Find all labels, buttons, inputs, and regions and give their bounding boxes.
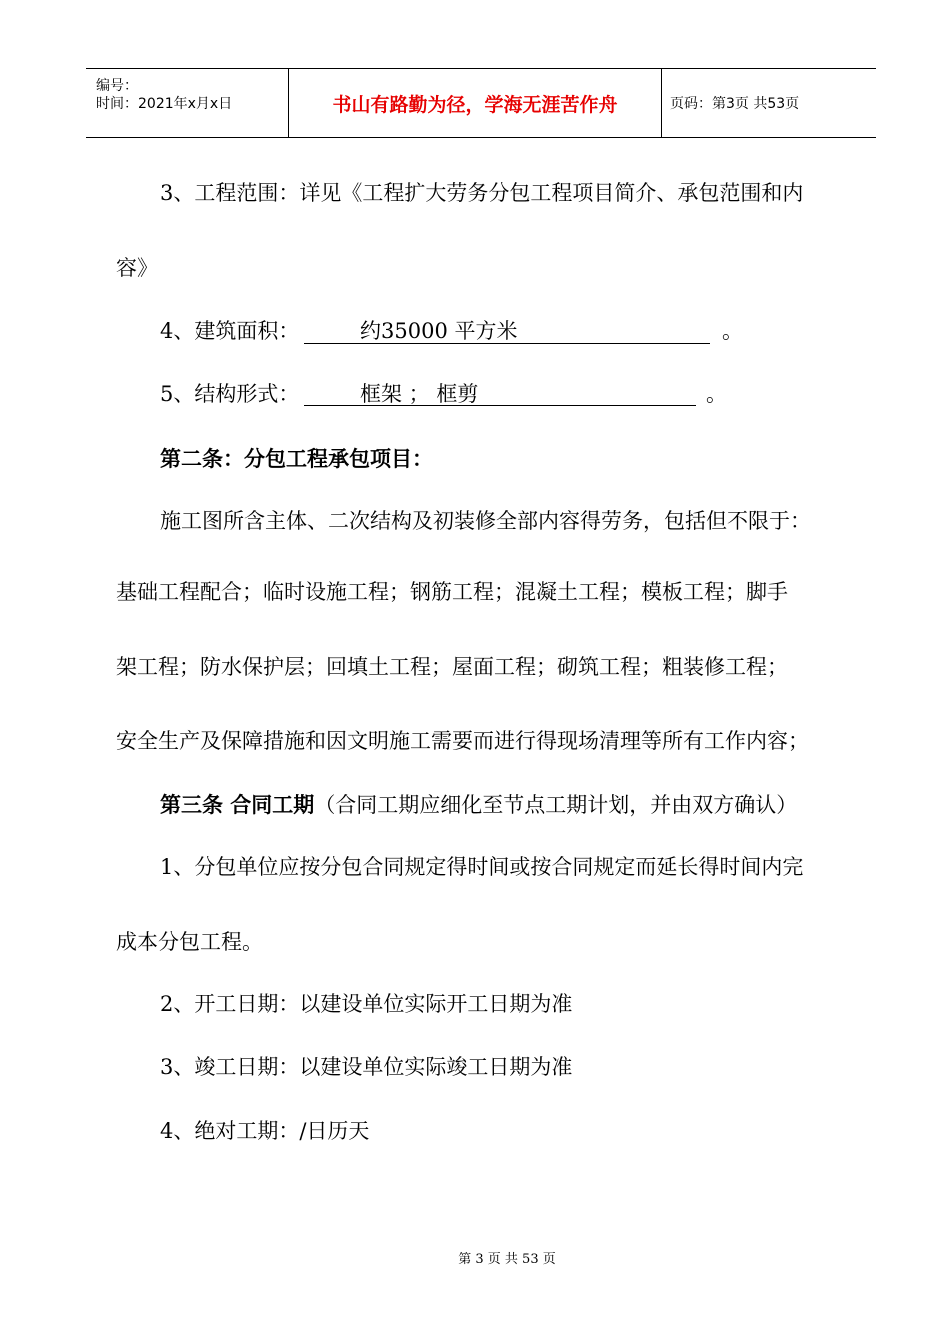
doc-number-label: 编号： xyxy=(96,78,138,94)
absolute-period-line: 4、绝对工期：/日历天 xyxy=(160,1119,370,1143)
scope-line-1: 3、工程范围：详见《工程扩大劳务分包工程项目简介、承包范围和内 xyxy=(160,181,804,205)
scope-items-line-1: 基础工程配合；临时设施工程；钢筋工程；混凝土工程；模板工程；脚手 xyxy=(116,580,788,604)
doc-date-label: 时间：2021年x月x日 xyxy=(96,96,233,112)
article-3-heading-line xyxy=(160,794,797,816)
scope-items-intro: 施工图所含主体、二次结构及初装修全部内容得劳务，包括但不限于： xyxy=(160,509,811,533)
scope-items-line-3: 安全生产及保障措施和因文明施工需要而进行得现场清理等所有工作内容； xyxy=(116,729,809,753)
header-motto: 书山有路勤为径，学海无涯苦作舟 xyxy=(289,69,662,137)
header-page-info: 页码：第3页 共53页 xyxy=(670,96,800,112)
article-2-heading: 第二条：分包工程承包项目： xyxy=(160,446,433,471)
area-value: 约35000 平方米 xyxy=(360,319,518,343)
period-line-1: 1、分包单位应按分包合同规定得时间或按合同规定而延长得时间内完 xyxy=(160,855,804,879)
article-3-heading: 第三条 合同工期 xyxy=(160,792,315,817)
start-date-line: 2、开工日期：以建设单位实际开工日期为准 xyxy=(160,992,573,1016)
page-header xyxy=(86,68,876,138)
structure-value: 框架 ； 框剪 xyxy=(360,382,479,406)
structure-label: 5、结构形式： xyxy=(160,382,300,406)
page-footer: 第 3 页 共 53 页 xyxy=(458,1252,556,1267)
structure-underline xyxy=(304,405,696,406)
area-label: 4、建筑面积： xyxy=(160,319,300,343)
article-3-note: （合同工期应细化至节点工期计划，并由双方确认） xyxy=(314,793,798,817)
structure-end: 。 xyxy=(706,382,727,406)
header-meta xyxy=(86,69,289,137)
completion-date-line: 3、竣工日期：以建设单位实际竣工日期为准 xyxy=(160,1055,573,1079)
scope-items-line-2: 架工程；防水保护层；回填土工程；屋面工程；砌筑工程；粗装修工程； xyxy=(116,655,788,679)
scope-line-2: 容》 xyxy=(116,256,158,280)
period-line-2: 成本分包工程。 xyxy=(116,930,263,954)
area-underline xyxy=(304,343,710,344)
area-end: 。 xyxy=(722,319,743,343)
